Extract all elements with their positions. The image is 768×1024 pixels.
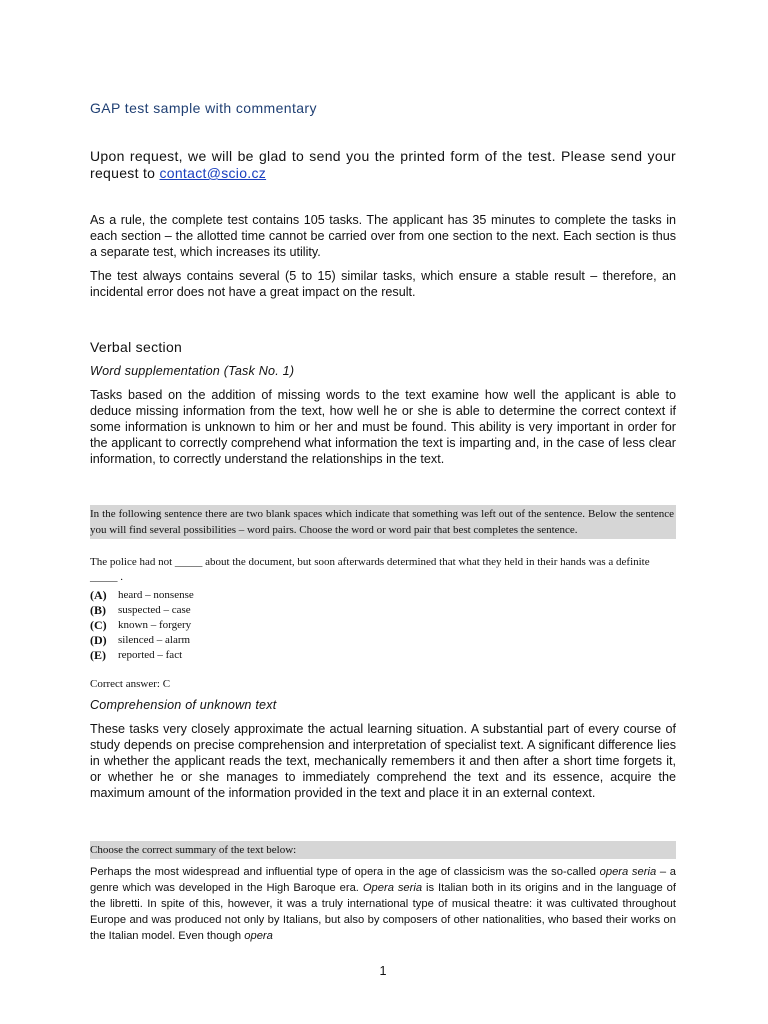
task1-sentence: The police had not _____ about the document, but soon afterwards determined that what they held in their hands was a definite _____ .	[90, 556, 650, 583]
option-letter: (D)	[90, 633, 107, 647]
option-a[interactable]	[90, 588, 194, 603]
option-d[interactable]	[90, 633, 194, 648]
task2-instruction: Choose the correct summary of the text below:	[90, 841, 676, 859]
task1-description: Tasks based on the addition of missing words to the text examine how well the applicant is able to deduce missing information from the text, how well he or she is able to determine the correct context if some information is unknown to him or her and must be found. This ability is very important in order for the applicant to correctly comprehend what information the text is imparting and, in the case of less clear information, to correctly understand the relationships in the text.	[90, 388, 676, 466]
correct-answer: Correct answer: C	[90, 678, 171, 690]
option-text: silenced – alarm	[118, 634, 191, 646]
page-number: 1	[379, 964, 387, 978]
passage-emphasis: opera	[244, 930, 273, 942]
similar-tasks-paragraph: The test always contains several (5 to 15) similar tasks, which ensure a stable result – therefore, an incidental error does not have a great impact on the result.	[90, 269, 676, 299]
option-c[interactable]	[90, 618, 194, 633]
task2-heading: Comprehension of unknown text	[90, 698, 277, 712]
page-title: GAP test sample with commentary	[90, 100, 317, 116]
opera-text-passage	[90, 864, 676, 944]
passage-emphasis: Opera seria	[362, 882, 423, 894]
test-structure-paragraph: As a rule, the complete test contains 105 tasks. The applicant has 35 minutes to complete the tasks in each section – the allotted time cannot be carried over from one section to the next. Each section is thus a separate test, which increases its utility.	[90, 213, 676, 259]
passage-text: Perhaps the most widespread and influential type of opera in the age of classicism was the so-called	[90, 866, 600, 878]
option-letter: (B)	[90, 603, 106, 617]
task1-instruction: In the following sentence there are two blank spaces which indicate that something was left out of the sentence. Below the sentence you will find several possibilities – word pairs. Choose the word or word pair that best completes the sentence.	[90, 505, 676, 539]
passage-emphasis: opera seria	[599, 866, 657, 878]
option-letter: (E)	[90, 648, 106, 662]
option-e[interactable]	[90, 648, 194, 663]
answer-options	[90, 588, 194, 663]
verbal-section-heading: Verbal section	[90, 339, 183, 355]
contact-email-link[interactable]: contact@scio.cz	[159, 165, 267, 181]
task1-heading: Word supplementation (Task No. 1)	[90, 364, 295, 378]
task2-description: These tasks very closely approximate the actual learning situation. A substantial part of every course of study depends on precise comprehension and interpretation of specialist text. A significant difference lies in whether the applicant reads the text, mechanically remembers it and then after a short time forgets it, or whether he or she manages to immediately comprehend the text and its essence, acquire the maximum amount of the information provided in the text and place it in an external context.	[90, 722, 676, 800]
intro-paragraph	[90, 148, 676, 182]
intro-text: Upon request, we will be glad to send you the printed form of the test. Please send your request to	[90, 148, 676, 181]
option-letter: (A)	[90, 588, 107, 602]
passage-text: – a genre which was developed in the High Baroque era.	[90, 866, 676, 894]
option-text: heard – nonsense	[118, 589, 194, 601]
option-letter: (C)	[90, 618, 107, 632]
option-text: known – forgery	[118, 619, 192, 631]
option-b[interactable]	[90, 603, 194, 618]
passage-text: is Italian both in its origins and in the language of the libretti. In spite of this, however, it was a truly international type of musical theatre: it was cultivated throughout Europe and was produced not only by Italians, but also by composers of other nationalities, who based their works on the Italian model. Even though	[90, 882, 677, 942]
option-text: reported – fact	[118, 649, 183, 661]
option-text: suspected – case	[118, 604, 191, 616]
